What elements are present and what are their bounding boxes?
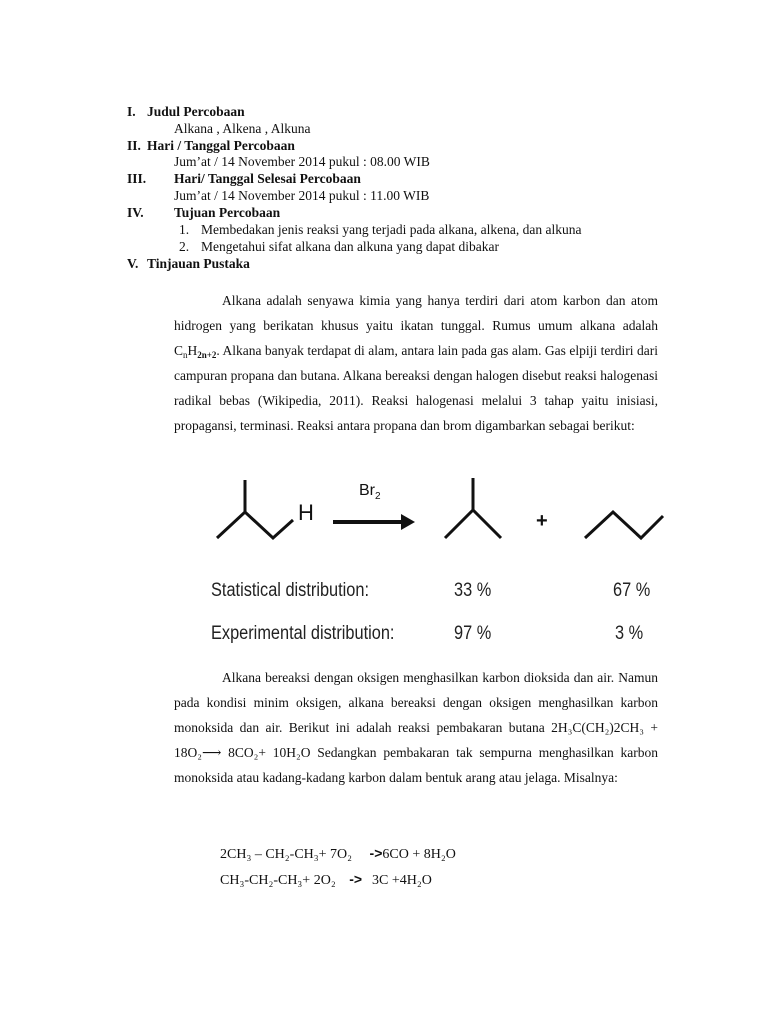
section-3-content: Jum’at / 14 November 2014 pukul : 11.00 WIB [174, 188, 430, 203]
distribution-value: 33 % [454, 580, 492, 601]
section-2-content: Jum’at / 14 November 2014 pukul : 08.00 WIB [174, 154, 430, 169]
section-1-number: I. [127, 104, 136, 119]
section-5-number: V. [127, 256, 139, 271]
distribution-value: 67 % [613, 580, 651, 601]
equation-2 [220, 871, 432, 889]
paragraph-2: Alkana bereaksi dengan oksigen menghasilkan karbon dioksida dan air. Namun pada kondisi minim oksigen, alkana bereaksi dengan oksigen menghasilkan karbon monoksida dan air. Berikut ini adalah reaksi pembakaran butana 2H₃C(CH₂)2CH₃ + 18O₂⟶ 8CO₂+ 10H₂O Sedangkan pembakaran tak sempurna menghasilkan karbon monoksida atau kadang-kadang karbon dalam bentuk arang atau jelaga. Misalnya: [174, 670, 658, 785]
objective-number: 1. [179, 222, 190, 237]
reaction-arrow-head [401, 514, 415, 530]
equation-right: 3C +4H₂O [372, 873, 432, 888]
section-1-content: Alkana , Alkena , Alkuna [174, 121, 311, 136]
equation-arrow: -> [349, 871, 363, 887]
section-2-number: II. [127, 138, 141, 153]
paragraph-1: Alkana adalah senyawa kimia yang hanya terdiri dari atom karbon dan atom hidrogen yang berikatan khusus yaitu ikatan tunggal. Rumus umum alkana adalah $C_nH_{2n+2}$. Alkana banyak terdapat di alam, antara lain pada gas alam. Gas elpiji terdiri dari campuran propana dan butana. Alkana bereaksi dengan halogen disebut reaksi halogenasi radikal bebas (Wikipedia, 2011). Reaksi halogenasi melalui 3 tahap yaitu inisiasi, propagansi, terminasi. Reaksi antara propana dan brom digambarkan sebagai berikut: [174, 293, 658, 433]
section-2-title: Hari / Tanggal Percobaan [147, 138, 295, 153]
section-3-number: III. [127, 171, 147, 186]
reagent-label: $Br_2$ [359, 482, 381, 502]
plus-sign: + [536, 510, 548, 532]
section-3-title: Hari/ Tanggal Selesai Percobaan [174, 171, 361, 186]
distribution-value: 3 % [615, 623, 644, 644]
propane-skeleton [217, 512, 293, 538]
distribution-label: Statistical distribution: [211, 580, 370, 601]
equation-left: CH₃-CH₂-CH₃+ 2O₂ [220, 873, 336, 888]
objective-text: Mengetahui sifat alkana dan alkuna yang dapat dibakar [201, 239, 500, 254]
equation-right: 6CO + 8H₂O [382, 847, 456, 862]
reaction-scheme [205, 470, 665, 570]
section-4-title: Tujuan Percobaan [174, 205, 281, 220]
product-1-skeleton [445, 510, 501, 538]
distribution-label: Experimental distribution: [211, 623, 395, 644]
section-5-title: Tinjauan Pustaka [147, 256, 250, 271]
equation-left: 2CH₃ – CH₂-CH₃+ 7O₂ [220, 847, 353, 862]
reaction-figure [205, 470, 665, 660]
equation-arrow: -> [369, 845, 383, 861]
distribution-value: 97 % [454, 623, 492, 644]
objective-text: Membedakan jenis reaksi yang terjadi pada alkana, alkena, dan alkuna [201, 222, 582, 237]
hydrogen-label: H [298, 500, 314, 525]
section-1-title: Judul Percobaan [147, 104, 245, 119]
product-2-skeleton [585, 512, 663, 538]
section-4-number: IV. [127, 205, 144, 220]
objective-number: 2. [179, 239, 190, 254]
equation-1 [220, 845, 456, 863]
